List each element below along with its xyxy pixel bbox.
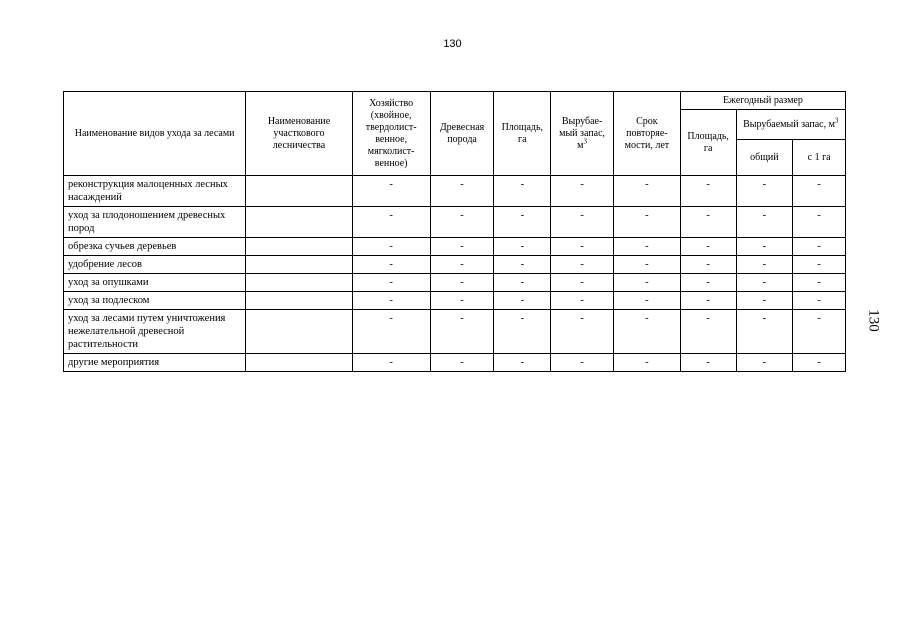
row-forestry [246, 256, 352, 274]
header-forestry: Наименование участкового лесничества [246, 92, 352, 176]
cell-value: - [613, 238, 680, 256]
cell-value: - [793, 256, 846, 274]
cell-value: - [793, 354, 846, 372]
row-forestry [246, 274, 352, 292]
header-repeat-period: Срок повторяе-мости, лет [613, 92, 680, 176]
cell-value: - [430, 274, 494, 292]
row-forestry [246, 292, 352, 310]
page-number-side: 130 [865, 309, 882, 332]
cell-value: - [494, 176, 551, 207]
cell-value: - [613, 274, 680, 292]
header-area: Площадь, га [494, 92, 551, 176]
cell-value: - [352, 207, 430, 238]
cell-value: - [551, 256, 614, 274]
cell-value: - [494, 292, 551, 310]
cell-value: - [551, 176, 614, 207]
superscript-three: 3 [834, 116, 839, 125]
cell-value: - [736, 256, 793, 274]
row-forestry [246, 354, 352, 372]
header-species: Древесная порода [430, 92, 494, 176]
cell-value: - [352, 256, 430, 274]
cell-value: - [793, 176, 846, 207]
table-row [64, 292, 846, 310]
header-work-type: Наименование видов ухода за лесами [64, 92, 246, 176]
cell-value: - [793, 292, 846, 310]
row-name: уход за подлеском [64, 292, 246, 310]
cell-value: - [793, 238, 846, 256]
cell-value: - [551, 274, 614, 292]
cell-value: - [352, 354, 430, 372]
row-forestry [246, 310, 352, 354]
row-name: уход за лесами путем уничтожения нежелательной древесной растительности [64, 310, 246, 354]
cell-value: - [680, 207, 736, 238]
cell-value: - [680, 176, 736, 207]
cell-value: - [613, 310, 680, 354]
header-cut-stock-label: Вырубае-мый запас, м [559, 115, 606, 151]
cell-value: - [736, 274, 793, 292]
cell-value: - [494, 274, 551, 292]
header-annual-size: Ежегодный размер [680, 92, 845, 110]
header-annual-cut-stock [736, 110, 845, 140]
table-row [64, 354, 846, 372]
table-row [64, 310, 846, 354]
row-forestry [246, 238, 352, 256]
cell-value: - [736, 176, 793, 207]
row-name: обрезка сучьев деревьев [64, 238, 246, 256]
cell-value: - [494, 238, 551, 256]
cell-value: - [736, 292, 793, 310]
row-name: уход за опушками [64, 274, 246, 292]
cell-value: - [430, 238, 494, 256]
cell-value: - [680, 238, 736, 256]
table-row [64, 207, 846, 238]
cell-value: - [613, 207, 680, 238]
cell-value: - [551, 310, 614, 354]
cell-value: - [613, 292, 680, 310]
cell-value: - [430, 176, 494, 207]
cell-value: - [680, 256, 736, 274]
cell-value: - [430, 207, 494, 238]
superscript-three: 3 [583, 137, 587, 146]
cell-value: - [680, 310, 736, 354]
row-name: реконструкция малоценных лесных насаждений [64, 176, 246, 207]
cell-value: - [613, 256, 680, 274]
cell-value: - [430, 256, 494, 274]
cell-value: - [680, 292, 736, 310]
table-row [64, 256, 846, 274]
row-name: удобрение лесов [64, 256, 246, 274]
forest-care-table [63, 91, 846, 372]
cell-value: - [352, 274, 430, 292]
header-total: общий [736, 140, 793, 176]
cell-value: - [793, 274, 846, 292]
header-economy: Хозяйство (хвойное, твердолист-венное, мягколист-венное) [352, 92, 430, 176]
table-row [64, 274, 846, 292]
cell-value: - [736, 238, 793, 256]
cell-value: - [736, 354, 793, 372]
cell-value: - [494, 354, 551, 372]
cell-value: - [352, 176, 430, 207]
cell-value: - [793, 207, 846, 238]
cell-value: - [430, 292, 494, 310]
row-forestry [246, 176, 352, 207]
header-annual-cut-stock-label: Вырубаемый запас, м [743, 118, 835, 130]
cell-value: - [494, 256, 551, 274]
table-row [64, 176, 846, 207]
cell-value: - [680, 274, 736, 292]
row-name: уход за плодоношением древесных пород [64, 207, 246, 238]
cell-value: - [494, 310, 551, 354]
header-per-ha: с 1 га [793, 140, 846, 176]
cell-value: - [494, 207, 551, 238]
page-number-top: 130 [443, 38, 462, 50]
cell-value: - [793, 310, 846, 354]
cell-value: - [736, 207, 793, 238]
cell-value: - [430, 310, 494, 354]
cell-value: - [613, 354, 680, 372]
header-cut-stock [551, 92, 614, 176]
row-forestry [246, 207, 352, 238]
cell-value: - [551, 354, 614, 372]
cell-value: - [613, 176, 680, 207]
cell-value: - [352, 292, 430, 310]
header-annual-area: Площадь, га [680, 110, 736, 176]
row-name: другие мероприятия [64, 354, 246, 372]
cell-value: - [352, 238, 430, 256]
cell-value: - [430, 354, 494, 372]
cell-value: - [352, 310, 430, 354]
cell-value: - [551, 238, 614, 256]
cell-value: - [551, 292, 614, 310]
cell-value: - [680, 354, 736, 372]
cell-value: - [736, 310, 793, 354]
table-row [64, 238, 846, 256]
cell-value: - [551, 207, 614, 238]
